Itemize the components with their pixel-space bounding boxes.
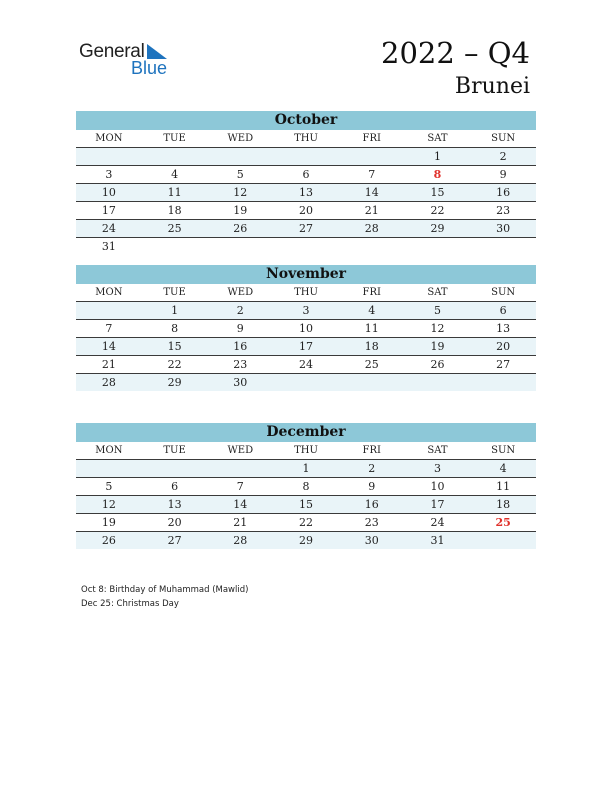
day-cell: 28 [233,534,248,547]
page-title: 2022 – Q4 [381,36,530,70]
empty-day-cell [339,148,405,165]
day-cell: 30 [496,222,511,235]
week-row [76,184,536,202]
weekday-label: TUE [163,287,186,298]
weekday-label: FRI [362,445,381,456]
day-cell: 5 [236,168,244,181]
day-cell: 9 [236,322,244,335]
week-row [76,356,536,374]
empty-day-cell [339,238,405,255]
weekday-label: WED [227,133,254,144]
day-cell: 15 [299,498,314,511]
empty-day-cell [142,238,208,255]
day-cell: 8 [302,480,310,493]
weekday-label: MON [95,133,123,144]
day-cell: 11 [167,186,182,199]
day-cell: 8 [171,322,179,335]
weekday-label: SAT [427,287,448,298]
day-cell: 3 [302,304,310,317]
day-cell: 8 [433,168,442,181]
day-cell: 16 [233,340,248,353]
day-cell: 30 [364,534,379,547]
weekday-label: MON [95,445,123,456]
weekday-header-row [76,442,536,460]
day-cell: 4 [368,304,376,317]
day-cell: 28 [101,376,116,389]
week-row [76,166,536,184]
day-cell: 7 [368,168,376,181]
week-row [76,496,536,514]
day-cell: 6 [171,480,179,493]
weekday-label: FRI [362,287,381,298]
day-cell: 2 [368,462,376,475]
day-cell: 17 [101,204,116,217]
month-november [76,265,536,391]
day-cell: 16 [364,498,379,511]
day-cell: 2 [236,304,244,317]
weekday-label: SAT [427,445,448,456]
day-cell: 5 [105,480,113,493]
empty-day-cell [470,238,536,255]
empty-day-cell [405,238,471,255]
day-cell: 7 [236,480,244,493]
day-cell: 29 [430,222,445,235]
week-row [76,148,536,166]
week-row [76,202,536,220]
week-row [76,514,536,532]
weekday-header-row [76,130,536,148]
weekday-label: SUN [491,445,516,456]
day-cell: 11 [364,322,379,335]
week-row [76,460,536,478]
empty-day-cell [470,374,536,391]
weekday-label: WED [227,287,254,298]
day-cell: 28 [364,222,379,235]
day-cell: 16 [496,186,511,199]
day-cell: 3 [433,462,441,475]
country-name: Brunei [454,74,530,99]
empty-day-cell [339,374,405,391]
day-cell: 18 [364,340,379,353]
day-cell: 5 [433,304,441,317]
day-cell: 9 [499,168,507,181]
day-cell: 10 [430,480,445,493]
day-cell: 18 [496,498,511,511]
week-row [76,532,536,549]
empty-day-cell [273,148,339,165]
day-cell: 21 [101,358,116,371]
day-cell: 26 [430,358,445,371]
empty-day-cell [273,374,339,391]
empty-day-cell [470,532,536,549]
day-cell: 24 [299,358,314,371]
week-row [76,302,536,320]
empty-day-cell [76,460,142,477]
day-cell: 12 [101,498,116,511]
week-row [76,478,536,496]
day-cell: 20 [299,204,314,217]
week-row [76,238,536,255]
weekday-label: THU [294,133,318,144]
empty-day-cell [405,374,471,391]
day-cell: 29 [167,376,182,389]
day-cell: 31 [101,240,116,253]
day-cell: 4 [499,462,507,475]
day-cell: 26 [101,534,116,547]
weekday-label: THU [294,287,318,298]
day-cell: 27 [496,358,511,371]
day-cell: 24 [430,516,445,529]
month-header: December [76,423,536,442]
day-cell: 17 [299,340,314,353]
day-cell: 12 [430,322,445,335]
day-cell: 15 [167,340,182,353]
holiday-notes [81,583,248,611]
day-cell: 6 [499,304,507,317]
day-cell: 25 [495,516,511,529]
day-cell: 17 [430,498,445,511]
day-cell: 23 [364,516,379,529]
day-cell: 19 [430,340,445,353]
day-cell: 1 [171,304,179,317]
weekday-label: FRI [362,133,381,144]
day-cell: 22 [167,358,182,371]
day-cell: 25 [364,358,379,371]
weekday-label: TUE [163,133,186,144]
day-cell: 15 [430,186,445,199]
day-cell: 19 [101,516,116,529]
day-cell: 31 [430,534,445,547]
day-cell: 20 [167,516,182,529]
day-cell: 1 [302,462,310,475]
logo-blue-text: Blue [131,58,168,78]
holiday-note: Dec 25: Christmas Day [81,599,179,609]
day-cell: 12 [233,186,248,199]
day-cell: 22 [299,516,314,529]
empty-day-cell [142,460,208,477]
day-cell: 14 [101,340,116,353]
month-header: October [76,111,536,130]
empty-day-cell [142,148,208,165]
day-cell: 20 [496,340,511,353]
weekday-label: WED [227,445,254,456]
day-cell: 10 [299,322,314,335]
empty-day-cell [76,148,142,165]
day-cell: 30 [233,376,248,389]
empty-day-cell [207,148,273,165]
day-cell: 13 [496,322,511,335]
holiday-note: Oct 8: Birthday of Muhammad (Mawlid) [81,585,249,595]
day-cell: 21 [364,204,379,217]
week-row [76,320,536,338]
day-cell: 19 [233,204,248,217]
day-cell: 6 [302,168,310,181]
week-row [76,374,536,391]
day-cell: 26 [233,222,248,235]
month-october [76,111,536,255]
empty-day-cell [273,238,339,255]
day-cell: 23 [233,358,248,371]
weekday-label: SUN [491,287,516,298]
day-cell: 1 [433,150,441,163]
day-cell: 18 [167,204,182,217]
weekday-label: SAT [427,133,448,144]
day-cell: 27 [299,222,314,235]
day-cell: 13 [167,498,182,511]
weekday-label: THU [294,445,318,456]
day-cell: 29 [299,534,314,547]
day-cell: 4 [171,168,179,181]
day-cell: 24 [101,222,116,235]
day-cell: 10 [101,186,116,199]
logo [79,41,179,81]
day-cell: 27 [167,534,182,547]
day-cell: 2 [499,150,507,163]
weekday-label: TUE [163,445,186,456]
week-row [76,338,536,356]
empty-day-cell [76,302,142,319]
weekday-label: MON [95,287,123,298]
day-cell: 25 [167,222,182,235]
day-cell: 21 [233,516,248,529]
day-cell: 23 [496,204,511,217]
month-december [76,423,536,549]
day-cell: 3 [105,168,113,181]
day-cell: 14 [364,186,379,199]
weekday-label: SUN [491,133,516,144]
month-header: November [76,265,536,284]
day-cell: 9 [368,480,376,493]
day-cell: 7 [105,322,113,335]
day-cell: 13 [299,186,314,199]
weekday-header-row [76,284,536,302]
day-cell: 22 [430,204,445,217]
empty-day-cell [207,460,273,477]
week-row [76,220,536,238]
day-cell: 14 [233,498,248,511]
day-cell: 11 [496,480,511,493]
logo-general-text: General [79,41,145,62]
empty-day-cell [207,238,273,255]
